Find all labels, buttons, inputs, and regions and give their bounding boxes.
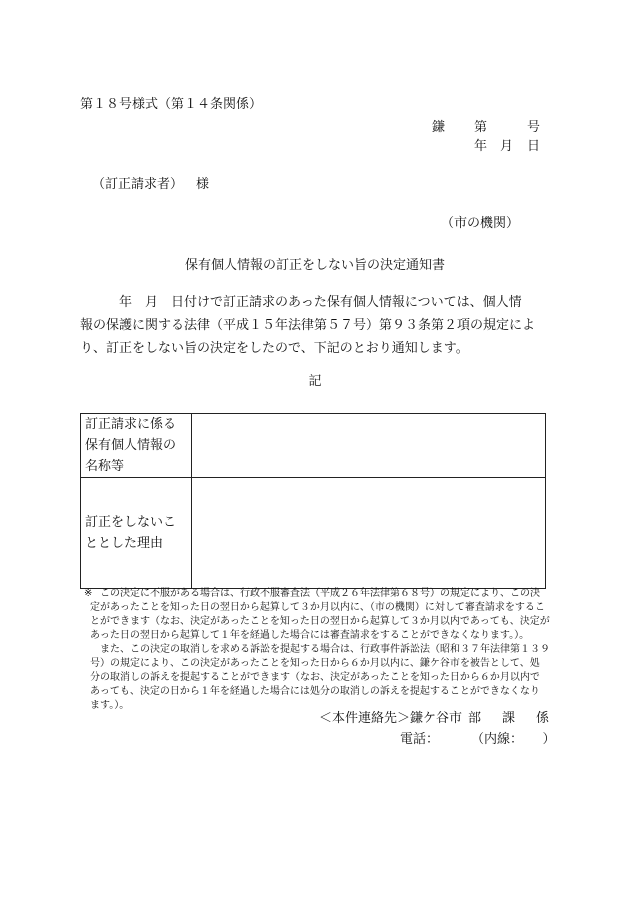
contact-bu: 部 — [468, 711, 482, 726]
date-month: 月 — [500, 139, 514, 154]
note-line: あっても、決定の日から１年を経過した場合には処分の取消しの訴えを提起することができなくなり — [90, 686, 540, 697]
row-label-reason: 訂正をしないこ ととした理由 — [81, 478, 192, 589]
note-line: この決定に不服がある場合は、行政不服審査法（平成２６年法律第６８号）の規定により、この決 — [100, 588, 540, 599]
row-value-reason — [192, 478, 546, 589]
note-mark: ※ — [84, 588, 93, 599]
body-paragraph — [80, 291, 550, 360]
note-line: 定があったことを知った日の翌日から起算して３か月以内に、（市の機関）に対して審査請求をするこ — [90, 602, 545, 613]
contact-extension: （内線： ） — [471, 732, 556, 747]
doc-ref-prefix: 鎌 — [432, 120, 446, 135]
note-line: また、この決定の取消しを求める訴訟を提起する場合は、行政事件訴訟法（昭和３７年法律第１３９ — [100, 644, 550, 655]
note-line: あった日の翌日から起算して１年を経過した場合には審査請求をすることができなくなります。）。 — [90, 630, 530, 641]
contact-kakari: 係 — [536, 711, 550, 726]
body-line: 年 月 日付けで訂正請求のあった保有個人情報については、個人情 — [80, 295, 522, 310]
issuer-label: （市の機関） — [441, 216, 520, 231]
note-line: ます。）。 — [90, 700, 130, 711]
note-line: 号）の規定により、この決定があったことを知った日から６か月以内に、鎌ケ谷市を被告として、処 — [90, 658, 540, 669]
table-row — [81, 414, 546, 478]
doc-ref-go: 号 — [527, 120, 541, 135]
note-line: とができます（なお、決定があったことを知った日の翌日から起算して３か月以内であっても、決定が — [90, 616, 550, 627]
ki-heading: 記 — [308, 374, 322, 389]
contact-ka: 課 — [502, 711, 516, 726]
record-table — [80, 413, 546, 589]
document-title: 保有個人情報の訂正をしない旨の決定通知書 — [184, 258, 445, 273]
sama-label: 様 — [196, 177, 210, 192]
table-row — [81, 478, 546, 589]
requester-label: （訂正請求者） — [92, 177, 184, 192]
notes-section — [80, 587, 550, 713]
body-line: 報の保護に関する法律（平成１５年法律第５７号）第９３条第２項の規定によ — [80, 318, 536, 333]
row-label-name: 訂正請求に係る 保有個人情報の 名称等 — [81, 414, 192, 478]
body-line: り、訂正をしない旨の決定をしたので、下記のとおり通知します。 — [80, 341, 469, 356]
contact-phone-label: 電話： — [400, 732, 440, 747]
date-year: 年 — [474, 139, 488, 154]
date-day: 日 — [527, 139, 541, 154]
contact-label: ＜本件連絡先＞鎌ケ谷市 — [319, 711, 463, 726]
form-number: 第１８号様式（第１４条関係） — [80, 97, 263, 112]
row-value-name — [192, 414, 546, 478]
doc-ref-dai: 第 — [474, 120, 488, 135]
note-line: 分の取消しの訴えを提起することができます（なお、決定があったことを知った日から６か月以内で — [90, 672, 540, 683]
